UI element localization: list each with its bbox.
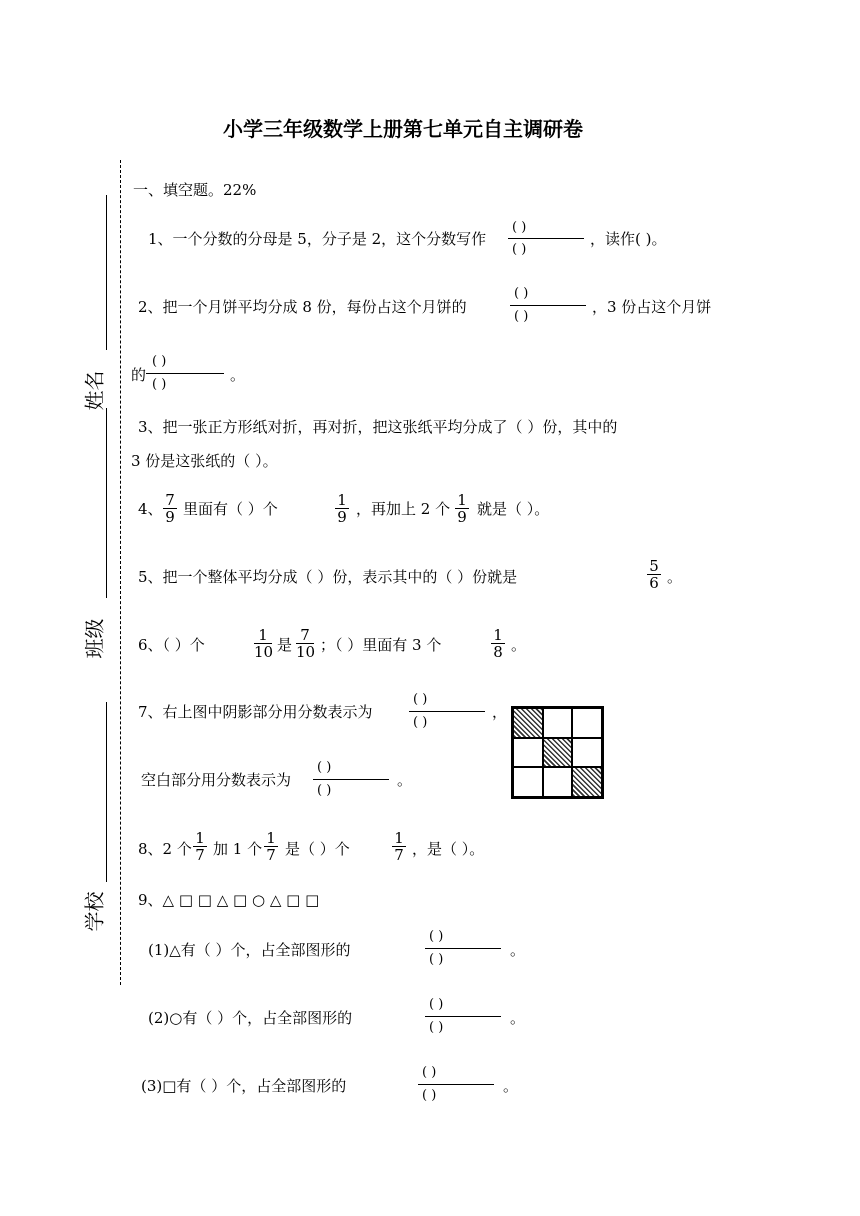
fraction-denominator: 6 [649, 574, 659, 592]
fraction-blank-denominator: ( ) [317, 783, 332, 798]
grid-cell-shaded [572, 767, 602, 797]
grid-cell-blank [572, 738, 602, 768]
name-label: 姓名 [82, 370, 107, 411]
question-9-shapes: 9、△ □ □ △ □ ○ △ □ □ [138, 891, 320, 909]
question-6-text: 6、（ ）个 [138, 636, 205, 654]
question-1-text: 1、一个分数的分母是 5，分子是 2，这个分数写作 [148, 230, 487, 248]
fraction-denominator: 10 [254, 643, 274, 661]
question-1-text-end: ，读作( )。 [590, 230, 667, 248]
fraction-blank-denominator: ( ) [152, 377, 167, 392]
question-6-text: ；（ ）里面有 3 个 [320, 636, 442, 654]
fraction-bar [146, 373, 224, 374]
fraction-bar [425, 1016, 501, 1017]
question-7-text-comma: ， [492, 703, 508, 721]
question-2-text-line2: 的 [131, 366, 147, 384]
class-write-line [106, 408, 107, 598]
fraction-1-7 [392, 830, 406, 863]
fraction-blank-denominator: ( ) [413, 715, 428, 730]
question-6-text-end: 。 [511, 636, 527, 654]
grid-cell-blank [513, 738, 543, 768]
question-9-sub1-end: 。 [510, 941, 526, 959]
fraction-blank-denominator: ( ) [514, 309, 529, 324]
fraction-numerator: 1 [337, 491, 347, 509]
page-title: 小学三年级数学上册第七单元自主调研卷 [223, 117, 583, 141]
section-heading: 一、填空题。22% [133, 181, 257, 199]
name-write-line [106, 195, 107, 350]
fraction-blank-numerator: ( ) [413, 692, 428, 707]
question-2-text-mid: ，3 份占这个月饼 [592, 298, 712, 316]
fraction-numerator: 7 [165, 491, 175, 509]
question-8-text: 是（ ）个 [285, 840, 350, 858]
fraction-1-9 [335, 492, 349, 525]
fraction-blank-numerator: ( ) [514, 286, 529, 301]
fraction-1-9 [455, 492, 469, 525]
fraction-blank-denominator: ( ) [429, 1020, 444, 1035]
fraction-1-7 [264, 830, 278, 863]
fraction-denominator: 10 [296, 643, 316, 661]
question-7-text: 7、右上图中阴影部分用分数表示为 [138, 703, 373, 721]
fraction-denominator: 9 [165, 508, 175, 526]
fraction-blank-denominator: ( ) [512, 242, 527, 257]
grid-cell-blank [543, 767, 573, 797]
fraction-blank-denominator: ( ) [422, 1088, 437, 1103]
shaded-grid-figure [511, 706, 604, 799]
fraction-bar [508, 238, 584, 239]
fraction-bar [313, 779, 389, 780]
fraction-1-7 [193, 830, 207, 863]
question-5-text-end: 。 [667, 568, 683, 586]
fraction-5-6 [647, 558, 661, 591]
question-4-text-end: 就是（ ）。 [477, 500, 550, 518]
question-3-text-line2: 3 份是这张纸的（ ）。 [131, 452, 278, 470]
grid-cell-shaded [543, 738, 573, 768]
question-5-text: 5、把一个整体平均分成（ ）份，表示其中的（ ）份就是 [138, 568, 518, 586]
fraction-1-10 [254, 627, 272, 660]
question-2-text: 2、把一个月饼平均分成 8 份，每份占这个月饼的 [138, 298, 467, 316]
answer-fraction-blank[interactable] [510, 286, 586, 328]
fraction-blank-denominator: ( ) [429, 952, 444, 967]
fraction-bar [409, 711, 485, 712]
fraction-7-9 [163, 492, 177, 525]
answer-fraction-blank[interactable] [425, 997, 501, 1039]
school-write-line [106, 702, 107, 882]
school-label: 学校 [82, 891, 107, 932]
fraction-numerator: 1 [457, 491, 467, 509]
answer-fraction-blank[interactable] [508, 220, 584, 260]
fraction-blank-numerator: ( ) [422, 1065, 437, 1080]
question-8-text: 加 1 个 [213, 840, 263, 858]
answer-fraction-blank[interactable] [425, 929, 501, 971]
fraction-bar [425, 948, 501, 949]
question-4-text: 里面有（ ）个 [183, 500, 278, 518]
fraction-bar [418, 1084, 494, 1085]
question-9-sub2-text: (2)○有（ ）个，占全部图形的 [148, 1009, 353, 1027]
fraction-blank-numerator: ( ) [429, 997, 444, 1012]
question-4-label: 4、 [138, 500, 163, 518]
answer-fraction-blank[interactable] [146, 354, 224, 396]
fraction-denominator: 9 [457, 508, 467, 526]
question-8-text: 8、2 个 [138, 840, 192, 858]
grid-cell-blank [513, 767, 543, 797]
question-4-text: ，再加上 2 个 [356, 500, 451, 518]
fraction-bar [510, 305, 586, 306]
answer-fraction-blank[interactable] [418, 1065, 494, 1107]
question-2-text-end: 。 [230, 366, 246, 384]
question-9-sub3-end: 。 [503, 1077, 519, 1095]
fraction-7-10 [296, 627, 314, 660]
question-9-sub2-end: 。 [510, 1009, 526, 1027]
fraction-numerator: 1 [266, 829, 276, 847]
fraction-denominator: 8 [493, 643, 503, 661]
grid-cell-shaded [513, 708, 543, 738]
fraction-denominator: 7 [394, 846, 404, 864]
fraction-numerator: 1 [493, 626, 503, 644]
grid-cell-blank [572, 708, 602, 738]
fraction-numerator: 5 [649, 557, 659, 575]
question-7-text-end: 。 [397, 771, 413, 789]
fraction-denominator: 7 [195, 846, 205, 864]
fraction-numerator: 1 [195, 829, 205, 847]
question-3-text-line1: 3、把一张正方形纸对折，再对折，把这张纸平均分成了（ ）份，其中的 [138, 418, 618, 436]
fraction-blank-numerator: ( ) [317, 760, 332, 775]
fraction-blank-numerator: ( ) [152, 354, 167, 369]
question-6-text: 是 [277, 636, 293, 654]
answer-fraction-blank[interactable] [409, 692, 485, 734]
answer-fraction-blank[interactable] [313, 760, 389, 802]
question-9-sub1-text: (1)△有（ ）个，占全部图形的 [148, 941, 351, 959]
question-7-text-line2: 空白部分用分数表示为 [141, 771, 292, 789]
grid-cell-blank [543, 708, 573, 738]
fraction-numerator: 7 [300, 626, 310, 644]
fraction-denominator: 7 [266, 846, 276, 864]
question-8-text-end: ，是（ ）。 [412, 840, 485, 858]
question-9-sub3-text: (3)□有（ ）个，占全部图形的 [141, 1077, 347, 1095]
binding-dashed-line [120, 160, 121, 985]
fraction-blank-numerator: ( ) [512, 220, 527, 235]
fraction-numerator: 1 [258, 626, 268, 644]
fraction-1-8 [491, 627, 505, 660]
fraction-numerator: 1 [394, 829, 404, 847]
class-label: 班级 [82, 618, 107, 659]
fraction-denominator: 9 [337, 508, 347, 526]
fraction-blank-numerator: ( ) [429, 929, 444, 944]
